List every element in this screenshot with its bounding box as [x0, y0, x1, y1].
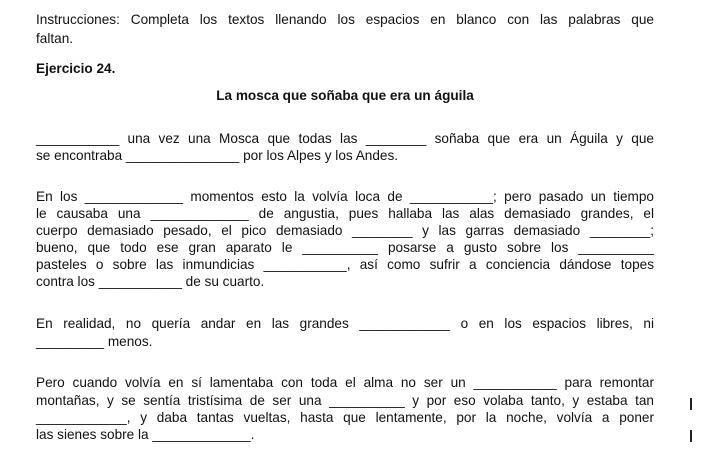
- paragraph-1-line-1: ___________ una vez una Mosca que todas las ________ soñaba que era un Águila y que: [36, 131, 654, 146]
- paragraph-2-line-3: cuerpo demasiado pesado, el pico demasiado ________ y las garras demasiado ________;: [36, 223, 654, 238]
- paragraph-4-line-2: montañas, y se sentía tristísima de ser una __________ y por eso volaba tanto, y estaba tan: [36, 393, 654, 408]
- paragraph-3-line-2: _________ menos.: [36, 334, 153, 349]
- paragraph-4-line-1: Pero cuando volvía en sí lamentaba con toda el alma no ser un ___________ para remontar: [36, 375, 654, 390]
- page-edge-mark: [690, 430, 692, 442]
- paragraph-1-line-2: se encontraba _______________ por los Alpes y los Andes.: [36, 148, 399, 163]
- paragraph-2-line-6: contra los ___________ de su cuarto.: [36, 274, 265, 289]
- instructions-line-2: faltan.: [36, 31, 74, 46]
- instructions-line-1: Instrucciones: Completa los textos llenando los espacios en blanco con las palabras que: [36, 12, 654, 27]
- exercise-heading: Ejercicio 24.: [36, 61, 116, 76]
- page-edge-mark: [690, 398, 692, 410]
- paragraph-2-line-5: pasteles o sobre las inmundicias ___________, así como sufrir a conciencia dándose topes: [36, 257, 654, 272]
- paragraph-2-line-1: En los _____________ momentos esto la volvía loca de ___________; pero pasado un tiempo: [36, 189, 654, 204]
- paragraph-3-line-1: En realidad, no quería andar en las grandes ____________ o en los espacios libres, ni: [36, 316, 654, 331]
- paragraph-2-line-2: le causaba una _____________ de angustia, pues hallaba las alas demasiado grandes, el: [36, 206, 654, 221]
- story-title: La mosca que soñaba que era un águila: [216, 88, 474, 103]
- paragraph-4-line-3: ____________, y daba tantas vueltas, hasta que lentamente, por la noche, volvía a poner: [36, 410, 654, 425]
- paragraph-4-line-4: las sienes sobre la _____________.: [36, 427, 255, 442]
- paragraph-2-line-4: bueno, que todo ese gran aparato le __________ posarse a gusto sobre los __________: [36, 240, 654, 255]
